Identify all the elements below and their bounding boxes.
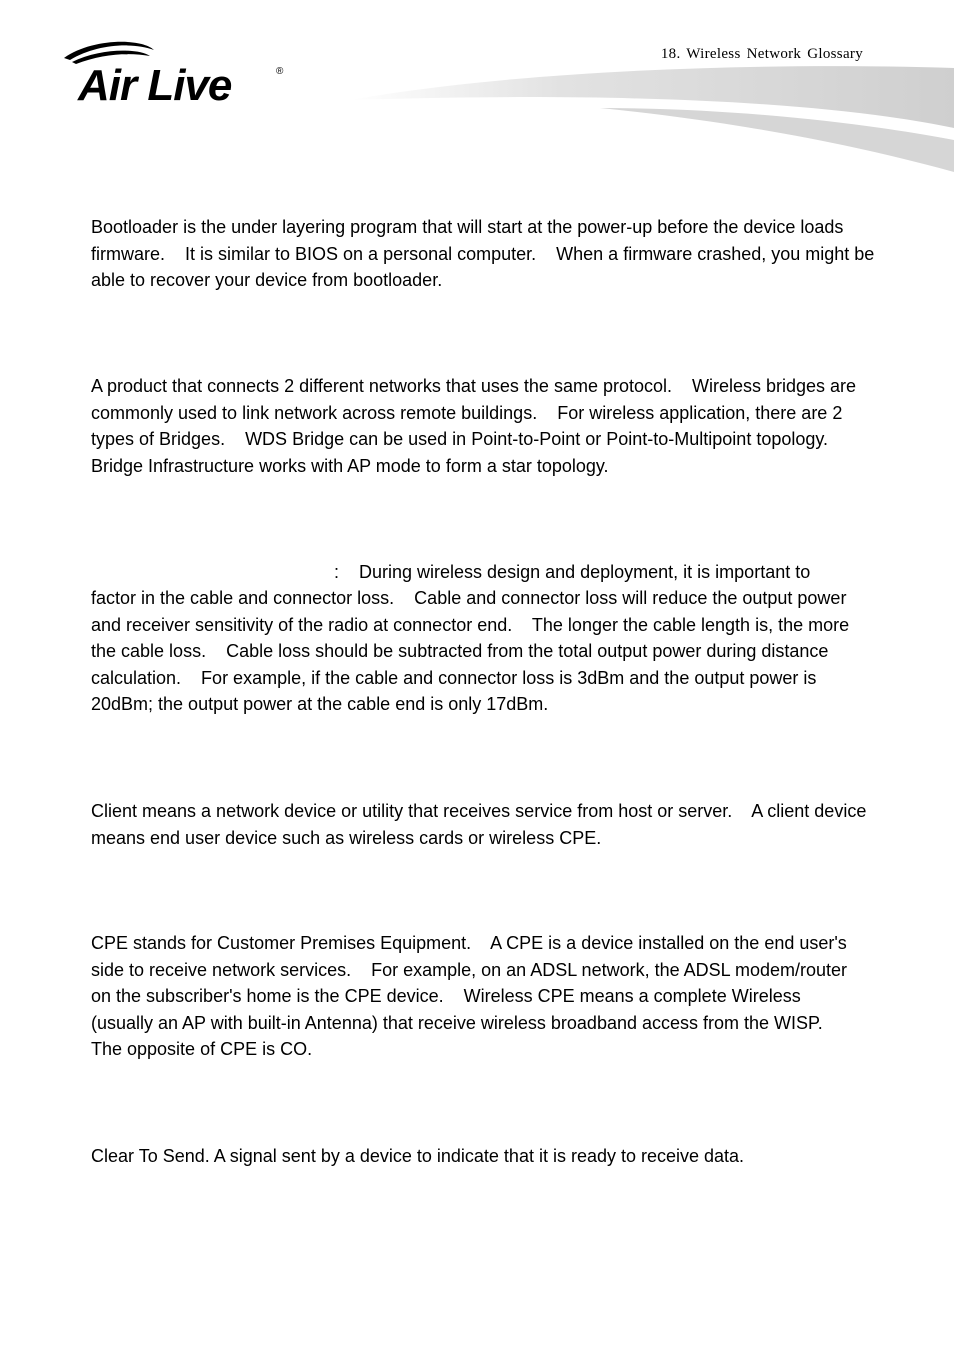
entry-bridge-text: A product that connects 2 different networks that uses the same protocol. Wireless bridges are commonly used to link network across remote buildings. For wireless application, there are 2 types of Bridges. WDS Bridge can be used in Point-to-Point or Point-to-Multipoint topology. Bridge Infrastructure works with AP mode to form a star topology. bbox=[91, 376, 862, 476]
chapter-title: 18. Wireless Network Glossary bbox=[660, 46, 863, 62]
airlive-logo bbox=[62, 40, 292, 106]
entry-client-text: Client means a network device or utility that receives service from host or server. A client device means end user device such as wireless cards or wireless CPE. bbox=[91, 801, 872, 848]
entry-cable-loss-text: factor in the cable and connector loss. Cable and connector loss will reduce the output power and receiver sensitivity of the radio at connector end. The longer the cable length is, the more the cable loss. Cable loss should be subtracted from the total output power during distance calculation. For example, if the cable and connector loss is 3dBm and the output power is 20dBm; the output power at the cable end is only 17dBm. bbox=[91, 588, 855, 715]
registered-mark: ® bbox=[276, 66, 284, 77]
logo-wordmark: Air Live bbox=[78, 61, 232, 106]
entry-bootloader-text: Bootloader is the under layering program that will start at the power-up before the device loads firmware. It is similar to BIOS on a personal computer. When a firmware crashed, you might be able to recover your device from bootloader. bbox=[91, 217, 880, 291]
logo-graphic bbox=[62, 40, 292, 106]
entry-cable-loss-lead: : During wireless design and deployment, it is important to bbox=[334, 562, 811, 582]
entry-cpe-text: CPE stands for Customer Premises Equipment. A CPE is a device installed on the end user's side to receive network services. For example, on an ADSL network, the ADSL modem/router on the subscriber's home is the CPE device. Wireless CPE means a complete Wireless (usually an AP with built-in Antenna) that receive wireless broadband access from the WISP. The opposite of CPE is CO. bbox=[91, 933, 853, 1060]
entry-cts-text: Clear To Send. A signal sent by a device to indicate that it is ready to receive data. bbox=[91, 1146, 745, 1166]
